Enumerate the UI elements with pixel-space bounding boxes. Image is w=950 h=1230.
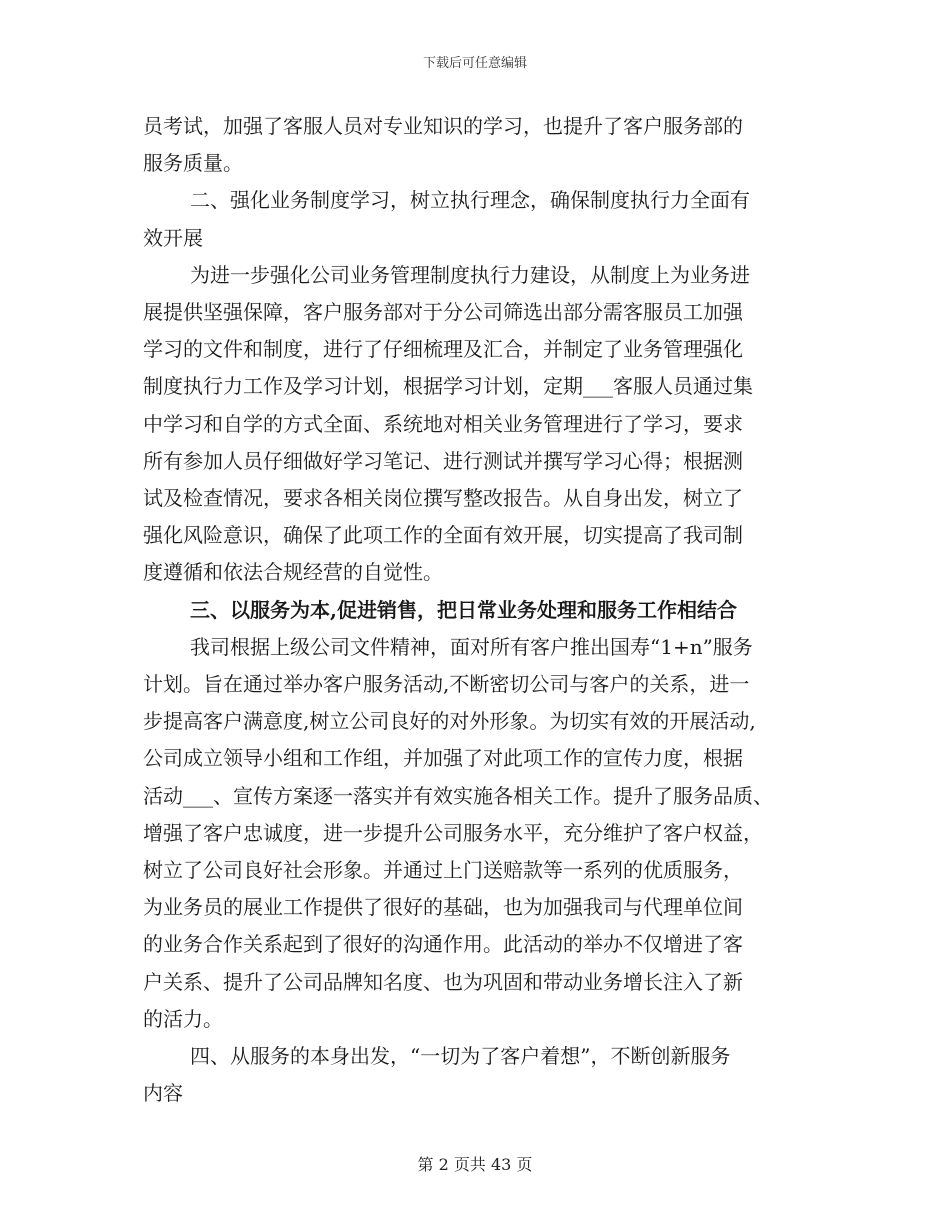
body-line: 展提供坚强保障，客户服务部对于分公司筛选出部分需客服员工加强	[143, 300, 743, 324]
body-line: 度遵循和依法合规经营的自觉性。	[143, 560, 443, 584]
body-line: 步提高客户满意度,树立公司良好的对外形象。为切实有效的开展活动,	[143, 709, 756, 733]
body-line: 增强了客户忠诚度，进一步提升公司服务水平，充分维护了客户权益，	[143, 821, 763, 845]
body-line: 强化风险意识，确保了此项工作的全面有效开展，切实提高了我司制	[143, 523, 743, 547]
body-line: 学习的文件和制度，进行了仔细梳理及汇合，并制定了业务管理强化	[143, 337, 743, 361]
body-line: 户关系、提升了公司品牌知名度、也为巩固和带动业务增长注入了新	[143, 970, 743, 994]
page-number: 第 2 页共 43 页	[417, 1155, 533, 1174]
body-line: 员考试，加强了客服人员对专业知识的学习，也提升了客户服务部的	[143, 114, 743, 138]
body-line: 所有参加人员仔细做好学习笔记、进行测试并撰写学习心得；根据测	[143, 449, 743, 473]
section-heading: 内容	[143, 1081, 183, 1105]
body-line: 的业务合作关系起到了很好的沟通作用。此活动的举办不仅增进了客	[143, 932, 743, 956]
body-line: 的活力。	[143, 1007, 223, 1031]
section-heading: 二、强化业务制度学习，树立执行理念，确保制度执行力全面有	[190, 188, 750, 212]
section-heading: 四、从服务的本身出发，“一切为了客户着想”，不断创新服务	[190, 1044, 731, 1068]
body-line: 为业务员的展业工作提供了很好的基础，也为加强我司与代理单位间	[143, 895, 743, 919]
section-heading: 效开展	[143, 226, 203, 250]
body-line: 公司成立领导小组和工作组，并加强了对此项工作的宣传力度，根据	[143, 746, 743, 770]
body-line: 试及检查情况，要求各相关岗位撰写整改报告。从自身出发，树立了	[143, 486, 743, 510]
body-line: 我司根据上级公司文件精神，面对所有客户推出国寿“1+n”服务	[190, 635, 753, 659]
body-line: 制度执行力工作及学习计划，根据学习计划，定期___客服人员通过集	[143, 374, 753, 398]
body-line: 树立了公司良好社会形象。并通过上门送赔款等一系列的优质服务，	[143, 858, 743, 882]
page-header: 下载后可任意编辑	[422, 56, 527, 71]
body-line: 服务质量。	[143, 151, 243, 175]
body-line: 中学习和自学的方式全面、系统地对相关业务管理进行了学习，要求	[143, 412, 743, 436]
body-line: 计划。旨在通过举办客户服务活动,不断密切公司与客户的关系，进一	[143, 672, 750, 696]
body-line: 活动___、宣传方案逐一落实并有效实施各相关工作。提升了服务品质、	[143, 784, 773, 808]
section-heading-bold: 三、以服务为本,促进销售，把日常业务处理和服务工作相结合	[190, 598, 737, 622]
body-line: 为进一步强化公司业务管理制度执行力建设，从制度上为业务进	[190, 263, 750, 287]
